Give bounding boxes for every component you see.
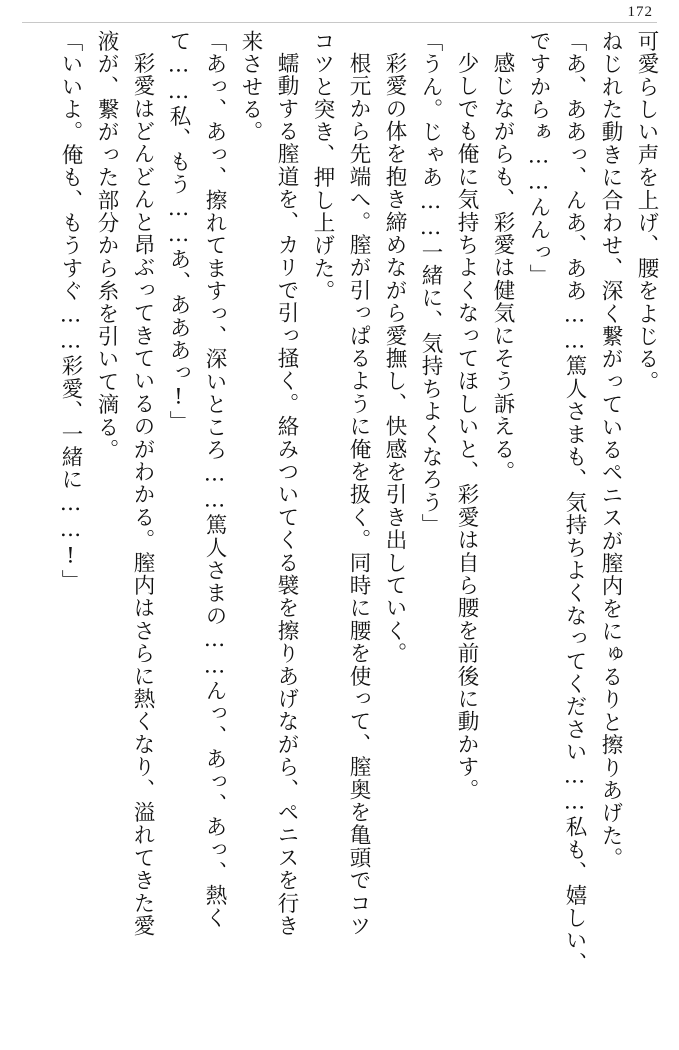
page-number: 172 — [627, 4, 653, 20]
body-text-block — [22, 30, 657, 1036]
text-line: 彩愛はどんどんと昂ぶってきているのがわかる。膣内はさらに熱くなり、溢れてきた愛 — [130, 52, 155, 938]
text-line: 可愛らしい声を上げ、腰をよじる。 — [634, 30, 659, 394]
text-line: 「あっ、あっ、擦れてますっ、深いところ……篤人さまの……んっ、あっ、あっ、熱く — [202, 30, 227, 930]
text-line: 来させる。 — [238, 30, 263, 144]
text-line: ですからぁ……んんっ」 — [526, 30, 551, 287]
header-rule — [22, 22, 657, 23]
text-line: 「あ、ああっ、んあ、ああ……篤人さまも、気持ちよくなってください……私も、嬉しい、 — [562, 30, 587, 975]
text-line: 液が、繋がった部分から糸を引いて滴る。 — [94, 30, 119, 462]
text-line: て……私、もう……あ、あああっ!」 — [166, 30, 191, 434]
text-line: ねじれた動きに合わせ、深く繋がっているペニスが膣内をにゅるりと擦りあげた。 — [598, 30, 623, 870]
text-line: 根元から先端へ。膣が引っぱるように俺を扱く。同時に腰を使って、膣奥を亀頭でコツ — [346, 52, 371, 938]
text-line: 彩愛の体を抱き締めながら愛撫し、快感を引き出していく。 — [382, 52, 407, 665]
text-line: 「うん。じゃあ……一緒に、気持ちよくなろう」 — [418, 30, 443, 537]
text-line: 「いいよ。俺も、もうすぐ……彩愛、一緒に……!」 — [58, 30, 83, 593]
text-line: 蠕動する膣道を、カリで引っ掻く。絡みついてくる襞を擦りあげながら、ペニスを行き — [274, 52, 299, 938]
text-line: 感じながらも、彩愛は健気にそう訴える。 — [490, 52, 515, 484]
text-line: 少しでも俺に気持ちよくなってほしいと、彩愛は自ら腰を前後に動かす。 — [454, 52, 479, 802]
text-line: コツと突き、押し上げた。 — [310, 30, 335, 303]
